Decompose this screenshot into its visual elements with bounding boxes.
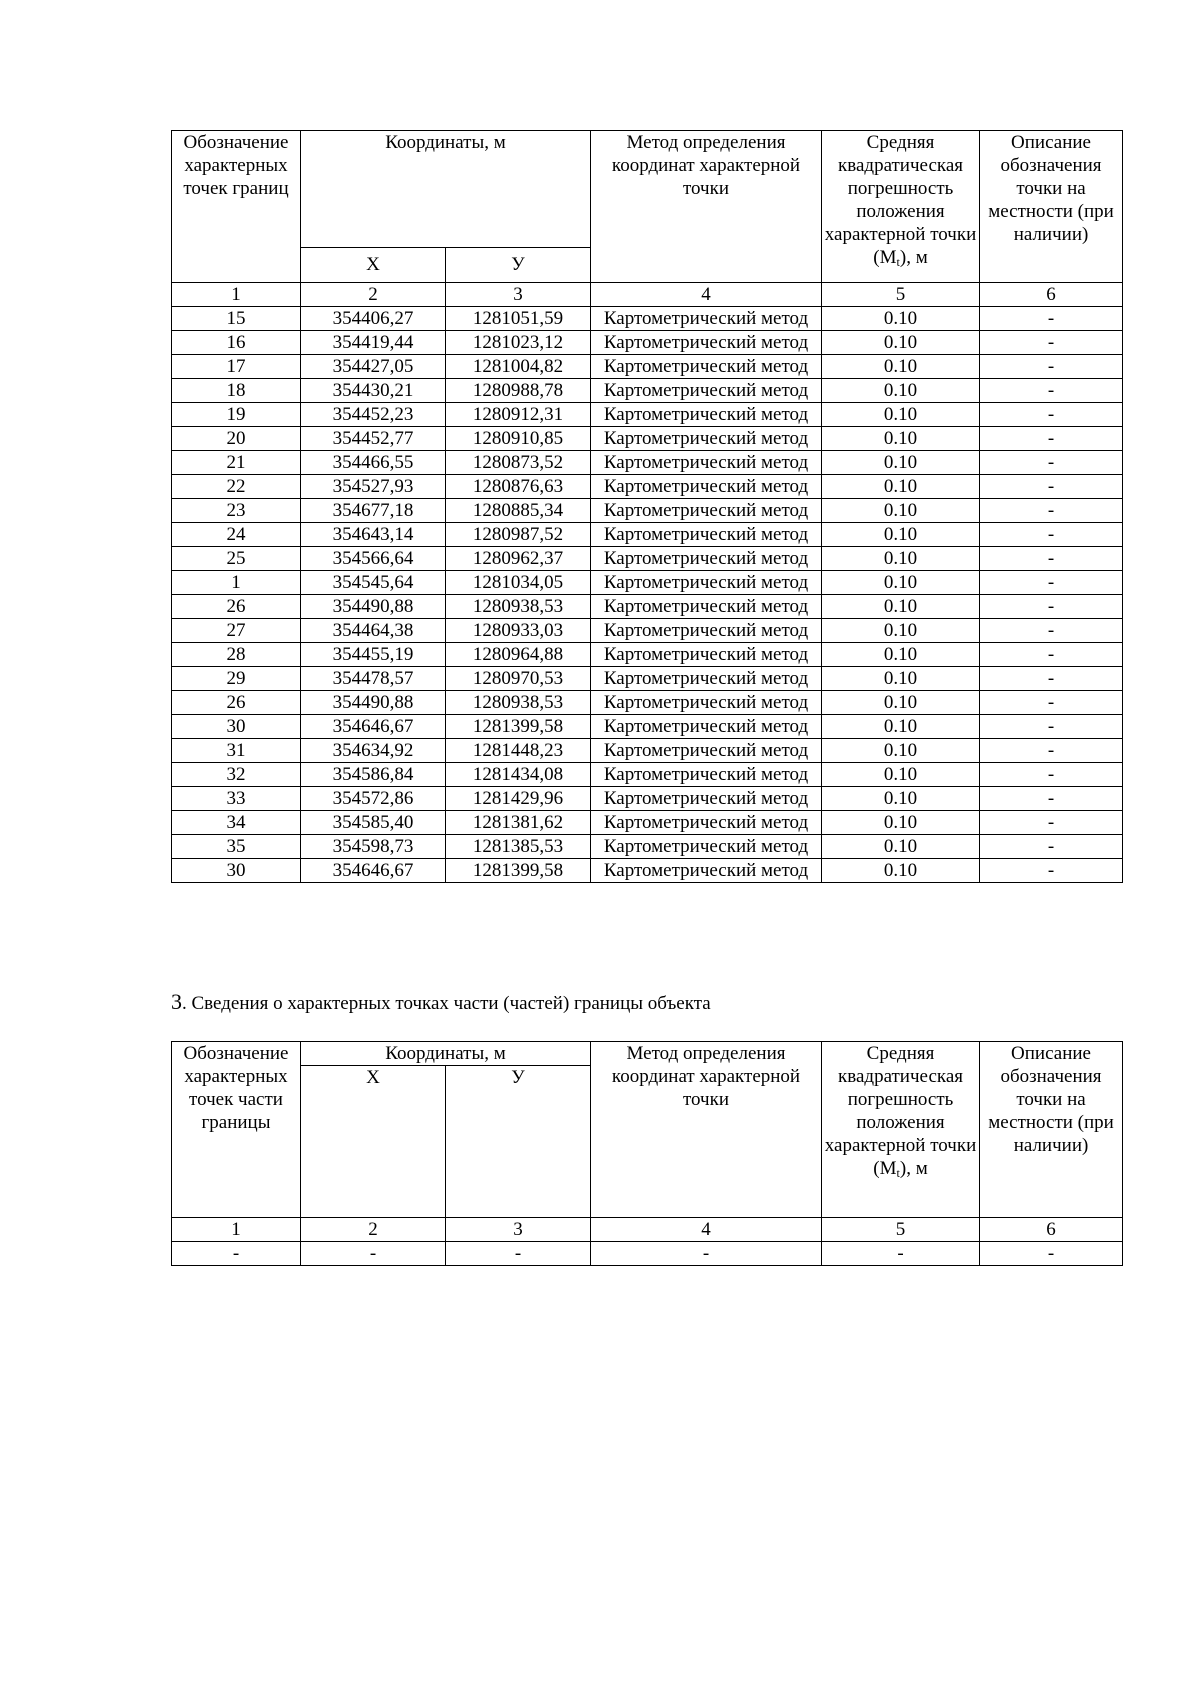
coord-x-cell: 354427,05: [301, 355, 446, 379]
method-cell: Картометрический метод: [591, 475, 822, 499]
coord-y-cell: 1281399,58: [446, 715, 591, 739]
mean-error-cell: 0.10: [822, 619, 980, 643]
table-body: [172, 1242, 1123, 1266]
coord-y-cell: 1280987,52: [446, 523, 591, 547]
coord-x-cell: 354646,67: [301, 859, 446, 883]
method-cell: Картометрический метод: [591, 523, 822, 547]
point-number-cell: 21: [172, 451, 301, 475]
coord-y-cell: 1280873,52: [446, 451, 591, 475]
coord-x-cell: 354490,88: [301, 595, 446, 619]
point-number-cell: 26: [172, 691, 301, 715]
point-number-cell: 23: [172, 499, 301, 523]
table-row: [172, 763, 1123, 787]
coord-x-cell: 354585,40: [301, 811, 446, 835]
point-number-cell: -: [172, 1242, 301, 1266]
method-cell: Картометрический метод: [591, 739, 822, 763]
method-cell: Картометрический метод: [591, 667, 822, 691]
mean-error-cell: 0.10: [822, 403, 980, 427]
coord-y-cell: 1280910,85: [446, 427, 591, 451]
column-number: 3: [446, 283, 591, 307]
description-cell: -: [980, 739, 1123, 763]
coord-x-cell: 354566,64: [301, 547, 446, 571]
mean-error-cell: 0.10: [822, 595, 980, 619]
coord-x-cell: -: [301, 1242, 446, 1266]
table-row: [172, 355, 1123, 379]
table-row: [172, 787, 1123, 811]
description-cell: -: [980, 1242, 1123, 1266]
point-number-cell: 16: [172, 331, 301, 355]
table-row: [172, 643, 1123, 667]
method-cell: Картометрический метод: [591, 355, 822, 379]
column-number: 5: [822, 283, 980, 307]
point-number-cell: 18: [172, 379, 301, 403]
column-number: 3: [446, 1218, 591, 1242]
table-row: [172, 379, 1123, 403]
coord-x-cell: 354455,19: [301, 643, 446, 667]
mean-error-cell: 0.10: [822, 739, 980, 763]
header-y: У: [446, 247, 591, 282]
coord-y-cell: 1280938,53: [446, 691, 591, 715]
header-method: Метод определения координат характерной точки: [591, 1042, 822, 1218]
table-row: [172, 811, 1123, 835]
header-x: Х: [301, 1066, 446, 1218]
description-cell: -: [980, 571, 1123, 595]
table-row: [172, 331, 1123, 355]
header-method: Метод определения координат характерной точки: [591, 131, 822, 283]
header-mean-error: Средняя квадратическая погрешность положения характерной точки $(M_t)$, м: [822, 1042, 980, 1218]
mean-error-cell: 0.10: [822, 475, 980, 499]
header-coordinates: Координаты, м: [301, 1042, 591, 1066]
coord-y-cell: 1281381,62: [446, 811, 591, 835]
header-mean-error: Средняя квадратическая погрешность положения характерной точки $(M_t)$, м: [822, 131, 980, 283]
point-number-cell: 22: [172, 475, 301, 499]
header-y: У: [446, 1066, 591, 1218]
table-header-row: [172, 1042, 1123, 1066]
coord-y-cell: 1280988,78: [446, 379, 591, 403]
description-cell: -: [980, 643, 1123, 667]
mean-error-cell: 0.10: [822, 835, 980, 859]
point-number-cell: 1: [172, 571, 301, 595]
description-cell: -: [980, 595, 1123, 619]
coord-x-cell: 354527,93: [301, 475, 446, 499]
table-row: [172, 1242, 1123, 1266]
coord-x-cell: 354634,92: [301, 739, 446, 763]
method-cell: Картометрический метод: [591, 307, 822, 331]
point-number-cell: 27: [172, 619, 301, 643]
description-cell: -: [980, 331, 1123, 355]
table-row: [172, 835, 1123, 859]
table-row: [172, 571, 1123, 595]
mean-error-cell: 0.10: [822, 427, 980, 451]
point-number-cell: 17: [172, 355, 301, 379]
table-row: [172, 307, 1123, 331]
method-cell: -: [591, 1242, 822, 1266]
header-description: Описание обозначения точки на местности (при наличии): [980, 1042, 1123, 1218]
coord-y-cell: 1280885,34: [446, 499, 591, 523]
coord-x-cell: 354419,44: [301, 331, 446, 355]
description-cell: -: [980, 691, 1123, 715]
mean-error-cell: 0.10: [822, 715, 980, 739]
description-cell: -: [980, 859, 1123, 883]
coord-x-cell: 354406,27: [301, 307, 446, 331]
mean-error-cell: 0.10: [822, 787, 980, 811]
coord-y-cell: 1280970,53: [446, 667, 591, 691]
description-cell: -: [980, 763, 1123, 787]
description-cell: -: [980, 475, 1123, 499]
column-number: 2: [301, 283, 446, 307]
point-number-cell: 28: [172, 643, 301, 667]
column-number-row: [172, 1218, 1123, 1242]
coord-y-cell: 1281429,96: [446, 787, 591, 811]
mean-error-cell: 0.10: [822, 667, 980, 691]
table-row: [172, 739, 1123, 763]
coord-y-cell: -: [446, 1242, 591, 1266]
description-cell: -: [980, 451, 1123, 475]
description-cell: -: [980, 667, 1123, 691]
method-cell: Картометрический метод: [591, 619, 822, 643]
coord-x-cell: 354452,77: [301, 427, 446, 451]
header-point-designation: Обозначение характерных точек части границы: [172, 1042, 301, 1218]
method-cell: Картометрический метод: [591, 403, 822, 427]
point-number-cell: 19: [172, 403, 301, 427]
table-row: [172, 427, 1123, 451]
coord-x-cell: 354430,21: [301, 379, 446, 403]
column-number: 4: [591, 1218, 822, 1242]
table-row: [172, 403, 1123, 427]
method-cell: Картометрический метод: [591, 331, 822, 355]
coord-x-cell: 354466,55: [301, 451, 446, 475]
table-row: [172, 667, 1123, 691]
coord-x-cell: 354478,57: [301, 667, 446, 691]
table-row: [172, 715, 1123, 739]
description-cell: -: [980, 307, 1123, 331]
coord-y-cell: 1281385,53: [446, 835, 591, 859]
method-cell: Картометрический метод: [591, 763, 822, 787]
method-cell: Картометрический метод: [591, 787, 822, 811]
point-number-cell: 31: [172, 739, 301, 763]
mean-error-cell: -: [822, 1242, 980, 1266]
coord-x-cell: 354643,14: [301, 523, 446, 547]
table-row: [172, 499, 1123, 523]
point-number-cell: 24: [172, 523, 301, 547]
column-number: 6: [980, 283, 1123, 307]
description-cell: -: [980, 715, 1123, 739]
coord-x-cell: 354598,73: [301, 835, 446, 859]
table-row: [172, 859, 1123, 883]
mean-error-cell: 0.10: [822, 571, 980, 595]
description-cell: -: [980, 355, 1123, 379]
method-cell: Картометрический метод: [591, 379, 822, 403]
point-number-cell: 33: [172, 787, 301, 811]
coord-y-cell: 1280938,53: [446, 595, 591, 619]
coord-y-cell: 1280962,37: [446, 547, 591, 571]
mean-error-cell: 0.10: [822, 523, 980, 547]
coord-y-cell: 1280964,88: [446, 643, 591, 667]
method-cell: Картометрический метод: [591, 859, 822, 883]
point-number-cell: 32: [172, 763, 301, 787]
method-cell: Картометрический метод: [591, 547, 822, 571]
mean-error-cell: 0.10: [822, 547, 980, 571]
point-number-cell: 30: [172, 715, 301, 739]
column-number: 2: [301, 1218, 446, 1242]
header-coordinates: Координаты, м: [301, 131, 591, 248]
mean-error-cell: 0.10: [822, 811, 980, 835]
description-cell: -: [980, 811, 1123, 835]
description-cell: -: [980, 787, 1123, 811]
coord-x-cell: 354490,88: [301, 691, 446, 715]
mean-error-cell: 0.10: [822, 307, 980, 331]
table-row: [172, 475, 1123, 499]
description-cell: -: [980, 835, 1123, 859]
table-row: [172, 547, 1123, 571]
point-number-cell: 34: [172, 811, 301, 835]
coord-y-cell: 1281434,08: [446, 763, 591, 787]
description-cell: -: [980, 403, 1123, 427]
mean-error-cell: 0.10: [822, 355, 980, 379]
coord-y-cell: 1281004,82: [446, 355, 591, 379]
method-cell: Картометрический метод: [591, 571, 822, 595]
table-body: [172, 307, 1123, 883]
point-number-cell: 30: [172, 859, 301, 883]
coord-x-cell: 354452,23: [301, 403, 446, 427]
description-cell: -: [980, 427, 1123, 451]
part-boundary-points-table: [171, 1041, 1123, 1266]
point-number-cell: 26: [172, 595, 301, 619]
coord-x-cell: 354545,64: [301, 571, 446, 595]
coord-x-cell: 354677,18: [301, 499, 446, 523]
table-row: [172, 691, 1123, 715]
mean-error-cell: 0.10: [822, 691, 980, 715]
point-number-cell: 20: [172, 427, 301, 451]
coord-x-cell: 354464,38: [301, 619, 446, 643]
mean-error-cell: 0.10: [822, 451, 980, 475]
coord-y-cell: 1281448,23: [446, 739, 591, 763]
method-cell: Картометрический метод: [591, 499, 822, 523]
column-number: 5: [822, 1218, 980, 1242]
table-row: [172, 595, 1123, 619]
coord-x-cell: 354586,84: [301, 763, 446, 787]
header-description: Описание обозначения точки на местности (при наличии): [980, 131, 1123, 283]
coord-y-cell: 1281034,05: [446, 571, 591, 595]
coord-x-cell: 354572,86: [301, 787, 446, 811]
mean-error-cell: 0.10: [822, 499, 980, 523]
description-cell: -: [980, 619, 1123, 643]
point-number-cell: 35: [172, 835, 301, 859]
method-cell: Картометрический метод: [591, 451, 822, 475]
method-cell: Картометрический метод: [591, 427, 822, 451]
column-number: 6: [980, 1218, 1123, 1242]
description-cell: -: [980, 499, 1123, 523]
point-number-cell: 15: [172, 307, 301, 331]
method-cell: Картометрический метод: [591, 691, 822, 715]
mean-error-cell: 0.10: [822, 379, 980, 403]
header-point-designation: Обозначение характерных точек границ: [172, 131, 301, 283]
coord-x-cell: 354646,67: [301, 715, 446, 739]
column-number-row: [172, 283, 1123, 307]
mean-error-cell: 0.10: [822, 763, 980, 787]
method-cell: Картометрический метод: [591, 835, 822, 859]
description-cell: -: [980, 523, 1123, 547]
description-cell: -: [980, 547, 1123, 571]
header-x: Х: [301, 247, 446, 282]
mean-error-cell: 0.10: [822, 643, 980, 667]
boundary-points-table: [171, 130, 1123, 883]
method-cell: Картометрический метод: [591, 595, 822, 619]
method-cell: Картометрический метод: [591, 643, 822, 667]
coord-y-cell: 1280876,63: [446, 475, 591, 499]
point-number-cell: 29: [172, 667, 301, 691]
method-cell: Картометрический метод: [591, 715, 822, 739]
column-number: 4: [591, 283, 822, 307]
table-header-row: [172, 131, 1123, 248]
method-cell: Картометрический метод: [591, 811, 822, 835]
table-row: [172, 619, 1123, 643]
table-row: [172, 451, 1123, 475]
section-3-title: 3. Сведения о характерных точках части (частей) границы объекта: [171, 989, 711, 1014]
coord-y-cell: 1281023,12: [446, 331, 591, 355]
column-number: 1: [172, 1218, 301, 1242]
column-number: 1: [172, 283, 301, 307]
mean-error-cell: 0.10: [822, 331, 980, 355]
description-cell: -: [980, 379, 1123, 403]
mean-error-cell: 0.10: [822, 859, 980, 883]
coord-y-cell: 1280933,03: [446, 619, 591, 643]
table-row: [172, 523, 1123, 547]
coord-y-cell: 1281399,58: [446, 859, 591, 883]
coord-y-cell: 1280912,31: [446, 403, 591, 427]
coord-y-cell: 1281051,59: [446, 307, 591, 331]
point-number-cell: 25: [172, 547, 301, 571]
